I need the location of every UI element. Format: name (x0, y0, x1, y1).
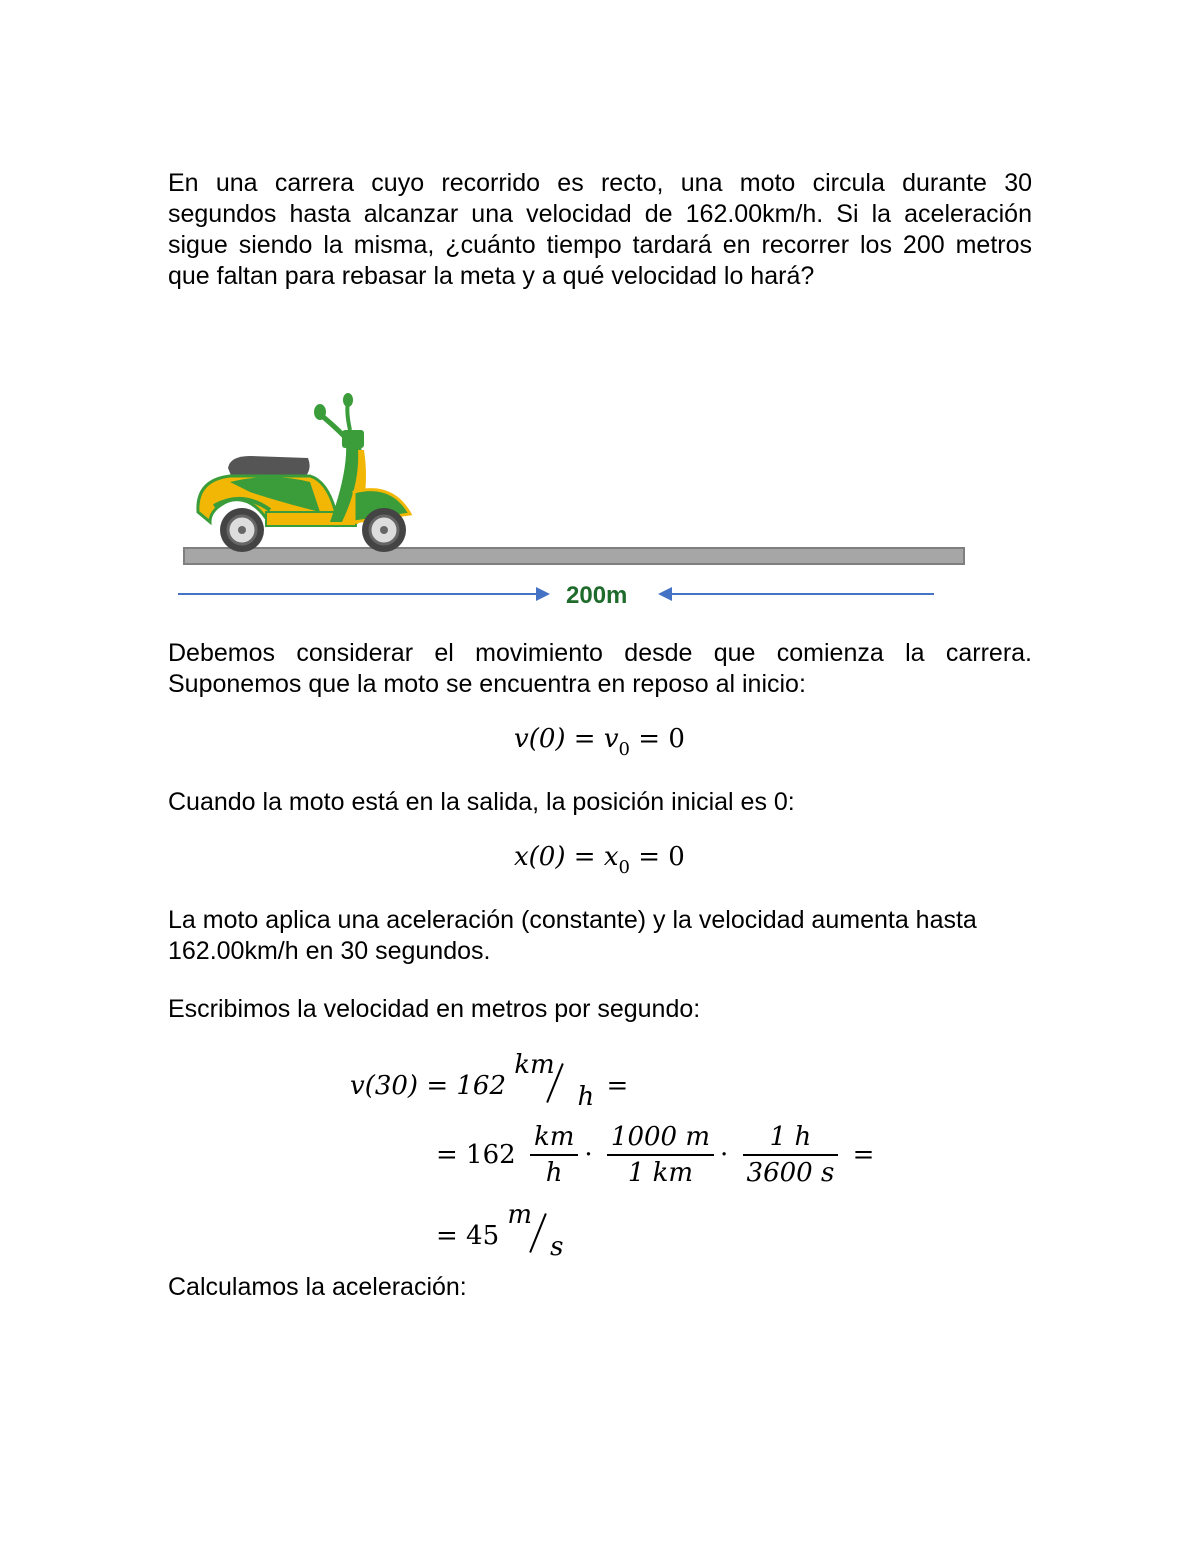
paragraph-convert-speed: Escribimos la velocidad en metros por segundo: (168, 995, 701, 1023)
eq3-line2-end: = (852, 1140, 875, 1170)
equation-line-2 (436, 1120, 874, 1190)
eq3-line1-end: = (606, 1071, 629, 1101)
fraction-1000m-1km: $\frac{1000 m}{1 km}$ (607, 1120, 714, 1190)
equation-initial-position (514, 842, 685, 878)
eq3-line1-lhs: v(30) = 162 (350, 1071, 506, 1101)
unit-s: s (550, 1232, 564, 1262)
problem-statement: En una carrera cuyo recorrido es recto, una moto circula durante 30 segundos hasta alcanzar una velocidad de 162.00km/h. Si la aceleración sigue siendo la misma, ¿cuánto tiempo tardará en recorrer los 200 metros que faltan para rebasar la meta y a qué velocidad lo hará? (168, 169, 1032, 290)
eq2-var: x (603, 842, 619, 872)
eq1-rhs: = 0 (630, 724, 685, 754)
eq2-rhs: = 0 (629, 842, 685, 872)
eq3-line2-start: = 162 (436, 1140, 516, 1170)
paragraph-initial-position: Cuando la moto está en la salida, la posición inicial es 0: (168, 788, 795, 816)
eq2-sub: 0 (618, 857, 630, 878)
scooter-illustration (198, 393, 410, 552)
unit-km-per-h (514, 1050, 598, 1112)
unit-km: km (514, 1050, 555, 1080)
equation-initial-velocity (514, 724, 685, 760)
unit-h: h (577, 1082, 595, 1112)
paragraph-acceleration: La moto aplica una aceleración (constante) y la velocidad aumenta hasta 162.00km/h en 30 segundos. (168, 906, 977, 965)
unit-m-per-s (507, 1200, 567, 1262)
dot-2: · (720, 1140, 729, 1170)
distance-label: 200m (566, 582, 628, 609)
right-arrowhead-icon (658, 587, 672, 601)
race-diagram (170, 372, 970, 617)
fraction-1h-3600s: $\frac{1 h}{3600 s}$ (743, 1120, 839, 1190)
equation-line-1 (350, 1050, 629, 1112)
road-track (184, 548, 964, 564)
dot-1: · (584, 1140, 593, 1170)
eq1-sub: 0 (618, 739, 630, 760)
paragraph-rest-assumption: Debemos considerar el movimiento desde que comienza la carrera. Suponemos que la moto se encuentra en reposo al inicio: (168, 639, 1032, 698)
paragraph-calc-acceleration: Calculamos la aceleración: (168, 1273, 467, 1301)
eq1-var: v (603, 724, 619, 754)
unit-m: m (507, 1200, 533, 1230)
eq2-lhs: x(0) = (514, 842, 604, 872)
left-arrowhead-icon (536, 587, 550, 601)
eq3-line3-start: = 45 (436, 1221, 500, 1251)
equation-line-3 (436, 1200, 567, 1262)
eq1-lhs: v(0) = (514, 724, 604, 754)
fraction-km-h: $\frac{km}{h}$ (530, 1120, 578, 1190)
